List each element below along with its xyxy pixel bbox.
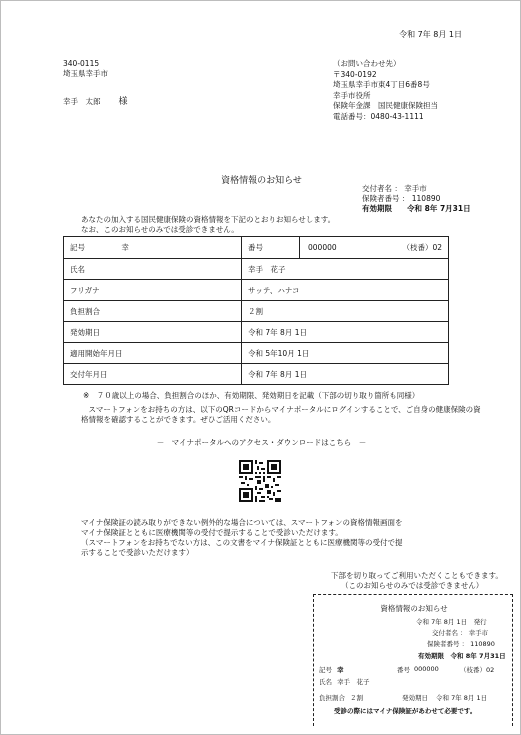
bango-label: 番号 xyxy=(242,237,300,258)
stub-name-label: 氏名 xyxy=(319,678,332,686)
recipient-name-block xyxy=(63,94,128,107)
row-value: 令和 7年 8月 1日 xyxy=(242,322,449,343)
recipient-address xyxy=(63,59,108,79)
contact-phone: 電話番号：0480-43-1111 xyxy=(333,111,424,121)
intro-line-1: あなたの加入する国民健康保険の資格情報を下記のとおりお知らせします。 xyxy=(81,215,336,224)
stub-kigo-value: 幸 xyxy=(337,666,344,674)
cutout-stub[interactable] xyxy=(313,594,513,726)
recipient-city: 埼玉県幸手市 xyxy=(63,69,108,78)
paragraph-line: （スマートフォンをお持ちでない方は、この文書をマイナ保険証とともに医療機関等の受付で提 xyxy=(81,538,403,547)
cut-line-2: （このお知らせのみでは受診できません） xyxy=(341,581,484,590)
intro-line-2: なお、このお知らせのみでは受診できません。 xyxy=(81,225,239,234)
bango-value: 000000 xyxy=(308,243,337,252)
contact-block xyxy=(333,59,438,122)
table-row xyxy=(64,343,449,364)
eligibility-table xyxy=(63,236,449,385)
recipient-name: 幸手 太郎 xyxy=(63,97,101,106)
contact-office: 幸手市役所 xyxy=(333,90,371,100)
intro-text xyxy=(81,215,335,235)
cut-instructions xyxy=(331,571,503,591)
kigo-value: 幸 xyxy=(121,243,129,252)
issuer-name: 交付者名 ： 幸手市 xyxy=(362,184,427,193)
row-value: サッテ、ハナコ xyxy=(242,280,449,301)
qr-code-icon[interactable] xyxy=(239,460,281,502)
kigo-label: 記号 xyxy=(70,243,85,252)
contact-heading: （お問い合わせ先） xyxy=(333,59,401,68)
recipient-postal: 340-0115 xyxy=(63,59,100,68)
issuer-block xyxy=(362,184,471,214)
note-age-70: ※ ７０歳以上の場合、負担割合のほか、有効期限、発効期日を記載（下部の切り取り箇所も同様） xyxy=(83,391,420,400)
stub-edaban: （枝番）02 xyxy=(460,666,495,674)
document-title: 資格情報のお知らせ xyxy=(221,176,302,186)
row-label: 交付年月日 xyxy=(64,364,242,385)
kigo-cell xyxy=(64,237,242,259)
stub-title: 資格情報のお知らせ xyxy=(380,604,448,613)
stub-effective-label: 発効期日 xyxy=(402,694,428,702)
bango-cell xyxy=(242,237,449,259)
paragraph-line: 示することで受診いただけます） xyxy=(81,548,194,557)
recipient-honorific: 様 xyxy=(118,97,128,107)
table-row xyxy=(64,322,449,343)
stub-effective-value: 令和 7年 8月 1日 xyxy=(436,694,488,702)
table-row xyxy=(64,237,449,259)
table-row xyxy=(64,259,449,280)
stub-kigo-label: 記号 xyxy=(319,666,332,674)
cut-line-1: 下部を切り取ってご利用いただくこともできます。 xyxy=(331,571,503,580)
row-value: 幸手 花子 xyxy=(242,259,449,280)
expiry-value: 令和 8年 7月31日 xyxy=(407,204,471,213)
issue-date: 令和 7年 8月 1日 xyxy=(399,30,462,39)
note-smartphone: スマートフォンをお持ちの方は、以下のQRコードからマイナポータルにログインすることで、ご自身の健康保険の資格情報を確認することができます。ぜひご活用ください。 xyxy=(81,405,481,424)
row-label: 氏名 xyxy=(64,259,242,280)
exception-paragraph xyxy=(81,518,476,558)
row-label: 発効期日 xyxy=(64,322,242,343)
paragraph-line: マイナ保険証とともに医療機関等の受付で提示することで受診いただけます。 xyxy=(81,528,343,537)
row-value: 令和 7年 8月 1日 xyxy=(242,364,449,385)
contact-address: 埼玉県幸手市東4丁目6番8号 xyxy=(333,80,430,89)
table-row xyxy=(64,301,449,322)
stub-ratio-label: 負担割合 xyxy=(319,694,345,702)
paragraph-line: マイナ保険証の読み取りができない例外的な場合については、スマートフォンの資格情報画面を xyxy=(81,518,403,527)
edaban-value: （枝番）02 xyxy=(402,243,442,252)
stub-insurer: 保険者番号 ： 110890 xyxy=(427,640,495,648)
row-label: 負担割合 xyxy=(64,301,242,322)
row-label: 適用開始年月日 xyxy=(64,343,242,364)
stub-bango-value: 000000 xyxy=(414,665,439,673)
table-row xyxy=(64,280,449,301)
stub-bango-label: 番号 xyxy=(397,666,410,674)
mynaportal-access-heading: － マイナポータルへのアクセス・ダウンロードはこちら － xyxy=(156,438,367,447)
expiry-label: 有効期限 xyxy=(362,204,392,213)
row-value: ２割 xyxy=(242,301,449,322)
stub-date: 令和 7年 8月 1日 発行 xyxy=(416,618,487,626)
stub-footer-note: 受診の際にはマイナ保険証があわせて必要です。 xyxy=(334,707,477,715)
stub-expiry: 有効期限 令和 8年 7月31日 xyxy=(418,652,506,660)
expiry-line xyxy=(362,204,471,214)
table-row xyxy=(64,364,449,385)
contact-dept: 保険年金課 国民健康保険担当 xyxy=(333,101,438,110)
row-label: フリガナ xyxy=(64,280,242,301)
stub-name-value: 幸手 花子 xyxy=(337,678,370,686)
contact-postal: 〒340-0192 xyxy=(333,69,377,79)
stub-issuer: 交付者名 ： 幸手市 xyxy=(432,629,489,637)
row-value: 令和 5年10月 1日 xyxy=(242,343,449,364)
stub-ratio-value: ２割 xyxy=(350,694,363,702)
insurer-number: 保険者番号 ： 110890 xyxy=(362,194,441,203)
